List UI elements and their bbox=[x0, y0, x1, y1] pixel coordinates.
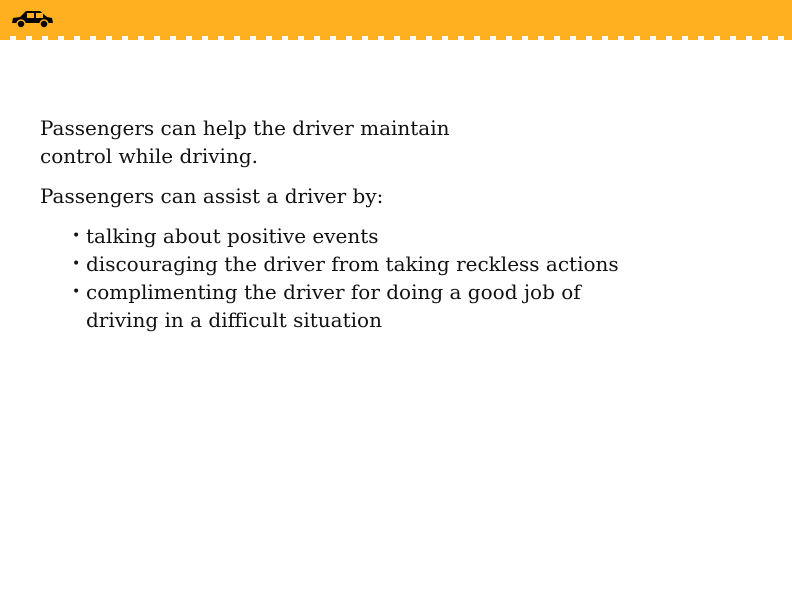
intro-paragraph: Passengers can help the driver maintain control while driving. bbox=[40, 116, 450, 168]
list-item bbox=[72, 222, 626, 250]
assist-heading: Passengers can assist a driver by: bbox=[40, 184, 384, 208]
bullet-list bbox=[40, 222, 640, 334]
list-item bbox=[72, 278, 586, 334]
slide-content bbox=[40, 114, 640, 334]
list-item-text: talking about positive events bbox=[86, 224, 379, 248]
header-dashed-border bbox=[0, 36, 792, 40]
bullet-icon: • bbox=[72, 228, 81, 244]
bullet-icon: • bbox=[72, 256, 81, 272]
list-item bbox=[72, 250, 626, 278]
car-icon bbox=[10, 8, 54, 30]
header-bar bbox=[0, 0, 792, 36]
list-item-text: complimenting the driver for doing a good job of driving in a difficult situation bbox=[86, 280, 581, 332]
list-item-text: discouraging the driver from taking reckless actions bbox=[86, 252, 619, 276]
bullet-icon: • bbox=[72, 284, 81, 300]
